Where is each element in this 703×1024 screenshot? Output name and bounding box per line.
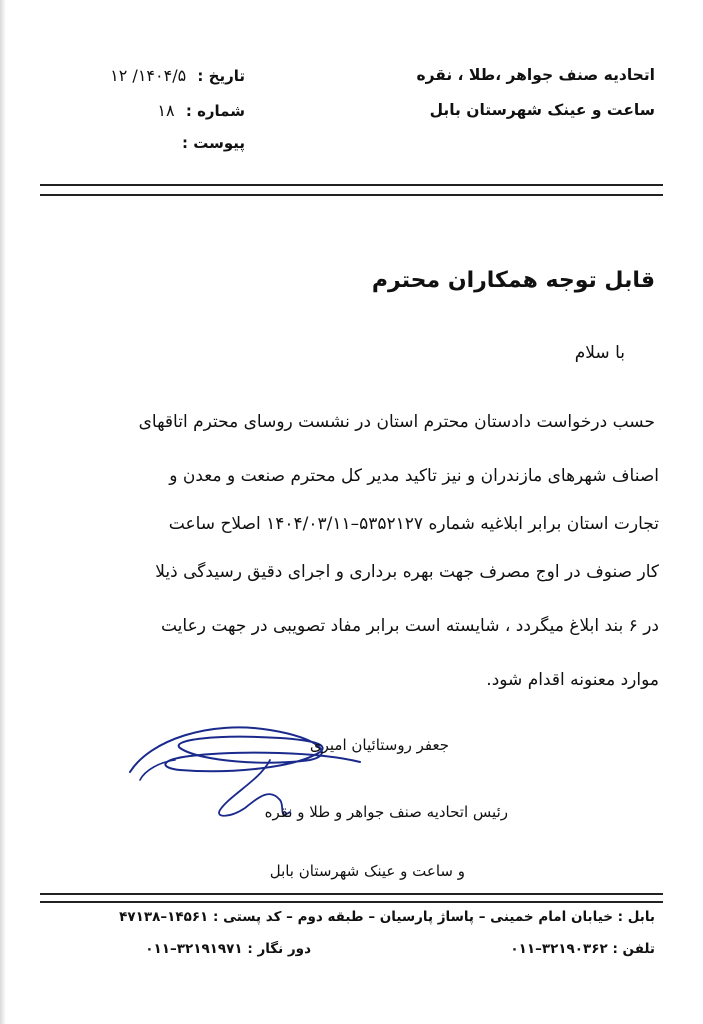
body-line: حسب درخواست دادستان محترم استان در نشست روسای محترم اتاقهای [138,412,655,432]
number-label: شماره : [185,102,245,120]
letter-number [95,101,245,120]
signatory-title-line2: و ساعت و عینک شهرستان بابل [269,862,465,880]
footer-divider-top [40,893,663,895]
body-line: تجارت استان برابر ابلاغیه شماره ۵۳۵۲۱۲۷–۱۴۰۴/۰۳/۱۱ اصلاح ساعت [168,514,659,534]
signatory-title-line1: رئیس اتحادیه صنف جواهر و طلا و نقره [264,803,508,821]
org-name-line2: ساعت و عینک شهرستان بابل [429,101,655,119]
letter-date [95,66,245,85]
footer-divider-bottom [40,901,663,903]
date-value: ۱۴۰۴/۵/ ۱۲ [110,66,187,85]
page-edge-shadow [0,0,6,1024]
number-value: ۱۸ [157,101,175,120]
org-name-line1: اتحادیه صنف جواهر ،طلا ، نقره [416,66,655,84]
header-divider-bottom [40,194,663,196]
salutation-heading: قابل توجه همکاران محترم [371,268,655,293]
body-line: موارد معنونه اقدام شود. [486,670,659,690]
body-line: در ۶ بند ابلاغ میگردد ، شایسته است برابر مفاد تصویبی در جهت رعایت [160,616,659,636]
body-line: اصناف شهرهای مازندران و نیز تاکید مدیر کل محترم صنعت و معدن و [169,466,659,486]
header-divider-top [40,184,663,186]
footer-address: بابل : خیابان امام خمینی – پاساژ پارسیان – طبقه دوم – کد پستی : ۱۴۵۶۱–۴۷۱۳۸ [119,909,655,925]
footer-phone: تلفن : ۳۲۱۹۰۳۶۲–۰۱۱ [510,941,655,957]
footer-fax: دور نگار : ۳۲۱۹۱۹۷۱–۰۱۱ [145,941,311,957]
greeting-text: با سلام [574,343,625,363]
body-line: کار صنوف در اوج مصرف جهت بهره برداری و اجرای دقیق رسیدگی ذیلا [155,562,659,582]
signatory-name: جعفر روستائیان امیری [309,736,449,754]
attachment-label: پیوست : [181,134,245,152]
letter-attachment [95,134,245,152]
date-label: تاریخ : [197,67,245,85]
